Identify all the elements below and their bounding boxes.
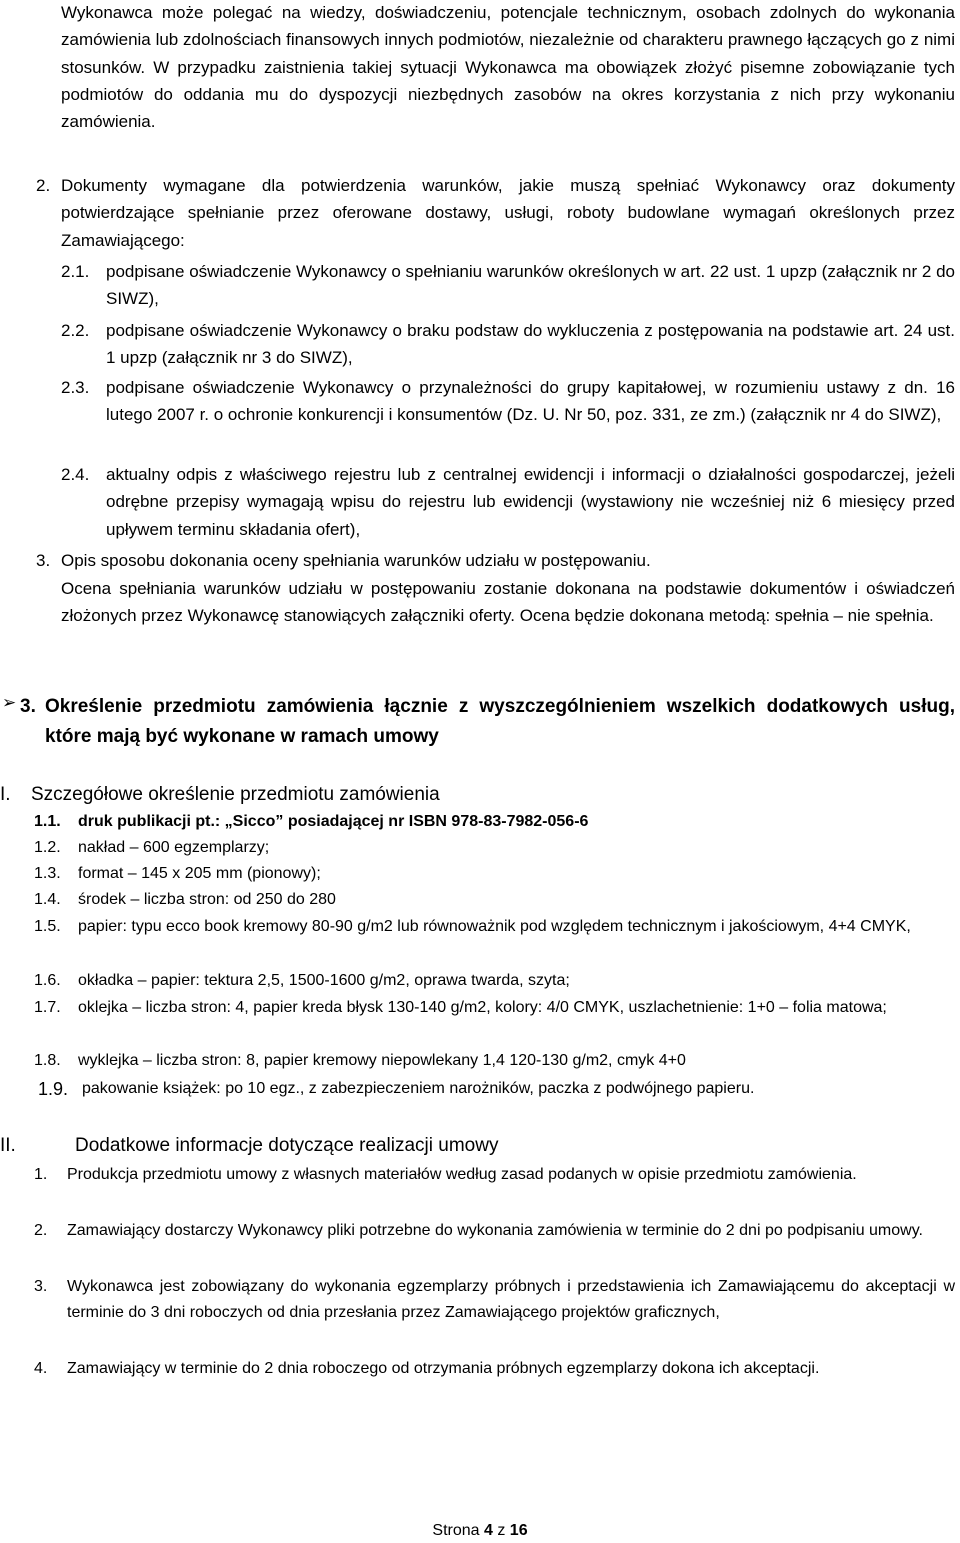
item-text: pakowanie książek: po 10 egz., z zabezpieczeniem narożników, paczka z podwójnego papieru. (82, 1080, 755, 1097)
part-1-list (34, 809, 955, 1104)
item-number: 1. (34, 1166, 48, 1183)
item-2-3-text: podpisane oświadczenie Wykonawcy o przynależności do grupy kapitałowej, w rozumieniu ustawy z dn. 16 lutego 2007 r. o ochronie konkurencji i konsumentów (Dz. U. Nr 50, poz. 331, ze zm.) (załącznik nr 4 do SIWZ), (106, 378, 955, 425)
item-number: 1.1. (34, 813, 61, 830)
arrow-bullet-icon: ➢ (2, 693, 17, 712)
item-text: Wykonawca jest zobowiązany do wykonania egzemplarzy próbnych i przedstawienia ich Zamawiającemu do akceptacji w terminie do 3 dni roboczych od dnia przesłania przez Zamawiającego projektów graficznych, (67, 1278, 955, 1321)
item-text: nakład – 600 egzemplarzy; (78, 839, 270, 856)
list-item (34, 861, 955, 887)
list-item (34, 1356, 955, 1408)
part-2-list (34, 1162, 955, 1408)
part-2-title: Dodatkowe informacje dotyczące realizacji umowy (75, 1135, 499, 1156)
item-2-2-number: 2.2. (61, 321, 90, 340)
part-1-title: Szczegółowe określenie przedmiotu zamówienia (31, 784, 440, 805)
item-2-1-text: podpisane oświadczenie Wykonawcy o spełnianiu warunków określonych w art. 22 ust. 1 upzp (załącznik nr 2 do SIWZ), (106, 262, 955, 309)
item-number: 3. (34, 1278, 48, 1295)
item-number: 1.7. (34, 999, 61, 1016)
item-2-2-text: podpisane oświadczenie Wykonawcy o braku podstaw do wykluczenia z postępowania na podstawie art. 24 ust. 1 upzp (załącznik nr 3 do SIWZ), (106, 321, 955, 368)
section-3-title: Określenie przedmiotu zamówienia łącznie z wyszczególnieniem wszelkich dodatkowych usług, które mają być wykonane w ramach umowy (45, 696, 955, 747)
list-item (34, 995, 955, 1048)
list-item (34, 887, 955, 914)
item-number: 4. (34, 1360, 48, 1377)
item-number: 1.6. (34, 972, 61, 989)
item-number: 1.8. (34, 1052, 61, 1069)
item-number: 1.2. (34, 839, 61, 856)
list-item (34, 968, 955, 995)
list-item (34, 914, 955, 968)
point-3-number: 3. (36, 551, 51, 570)
list-item (34, 835, 955, 861)
item-2-4-number: 2.4. (61, 465, 90, 484)
item-text: Zamawiający dostarczy Wykonawcy pliki potrzebne do wykonania zamówienia w terminie do 2 dni po podpisaniu umowy. (67, 1222, 923, 1239)
point-3-title: Opis sposobu dokonania oceny spełniania warunków udziału w postępowaniu. (61, 551, 651, 570)
part-1-roman: I. (0, 784, 11, 805)
item-2-1-number: 2.1. (61, 262, 90, 281)
point-3-text: Ocena spełniania warunków udziału w postępowaniu zostanie dokonana na podstawie dokumentów i oświadczeń złożonych przez Wykonawcę stanowiących załączniki oferty. Ocena będzie dokonana metodą: spełnia – nie spełnia. (61, 579, 955, 626)
publication-title: druk publikacji pt.: „Sicco” posiadającej nr ISBN 978-83-7982-056-6 (78, 813, 589, 830)
item-number: 1.3. (34, 865, 61, 882)
list-item (34, 1274, 955, 1352)
item-2-3-number: 2.3. (61, 378, 90, 397)
list-item (34, 809, 955, 835)
list-item (34, 1074, 955, 1104)
item-text: okładka – papier: tektura 2,5, 1500-1600 g/m2, oprawa twarda, szyta; (78, 972, 570, 989)
part-2-roman: II. (0, 1135, 16, 1156)
item-text: środek – liczba stron: od 250 do 280 (78, 891, 336, 908)
list-item (34, 1218, 955, 1270)
intro-paragraph: Wykonawca może polegać na wiedzy, doświadczeniu, potencjale technicznym, osobach zdolnych do wykonania zamówienia lub zdolnościach finansowych innych podmiotów, niezależnie od charakteru prawnego łączących go z nimi stosunków. W przypadku zaistnienia takiej sytuacji Wykonawca ma obowiązek złożyć pisemne zobowiązanie tych podmiotów do oddania mu do dyspozycji niezbędnych zasobów na okres korzystania z nich przy wykonaniu zamówienia. (61, 3, 955, 132)
section-3-number: 3. (20, 696, 36, 717)
footer-total-pages: 16 (509, 1522, 528, 1539)
item-text: Produkcja przedmiotu umowy z własnych materiałów według zasad podanych w opisie przedmiotu zamówienia. (67, 1166, 857, 1183)
item-text: format – 145 x 205 mm (pionowy); (78, 865, 321, 882)
page-footer (0, 1522, 960, 1540)
point-2-number: 2. (36, 176, 51, 195)
item-number: 1.5. (34, 918, 61, 935)
item-text: papier: typu ecco book kremowy 80-90 g/m2 lub równoważnik pod względem technicznym i jakościowym, 4+4 CMYK, (78, 918, 911, 935)
list-item (34, 1162, 955, 1214)
item-text: wyklejka – liczba stron: 8, papier kremowy niepowlekany 1,4 120-130 g/m2, cmyk 4+0 (78, 1052, 686, 1069)
item-text: Zamawiający w terminie do 2 dnia roboczego od otrzymania próbnych egzemplarzy dokona ich akceptacji. (67, 1360, 820, 1377)
item-2-4-text: aktualny odpis z właściwego rejestru lub z centralnej ewidencji i informacji o działalności gospodarczej, jeżeli odrębne przepisy wymagają wpisu do rejestru lub ewidencji (wystawiony nie wcześniej niż 6 miesięcy przed upływem terminu składania ofert), (106, 465, 955, 539)
item-number: 1.9. (38, 1079, 69, 1099)
list-item (34, 1048, 955, 1074)
point-2-text: Dokumenty wymagane dla potwierdzenia warunków, jakie muszą spełniać Wykonawcy oraz dokumenty potwierdzające spełnianie przez oferowane dostawy, usługi, roboty budowlane wymagań określonych przez Zamawiającego: (61, 176, 955, 250)
item-text: oklejka – liczba stron: 4, papier kreda błysk 130-140 g/m2, kolory: 4/0 CMYK, uszlachetnienie: 1+0 – folia matowa; (78, 999, 887, 1016)
footer-page-number: 4 (483, 1522, 493, 1539)
item-number: 1.4. (34, 891, 61, 908)
footer-prefix: Strona (432, 1522, 480, 1539)
footer-separator: z (497, 1522, 506, 1539)
item-number: 2. (34, 1222, 48, 1239)
